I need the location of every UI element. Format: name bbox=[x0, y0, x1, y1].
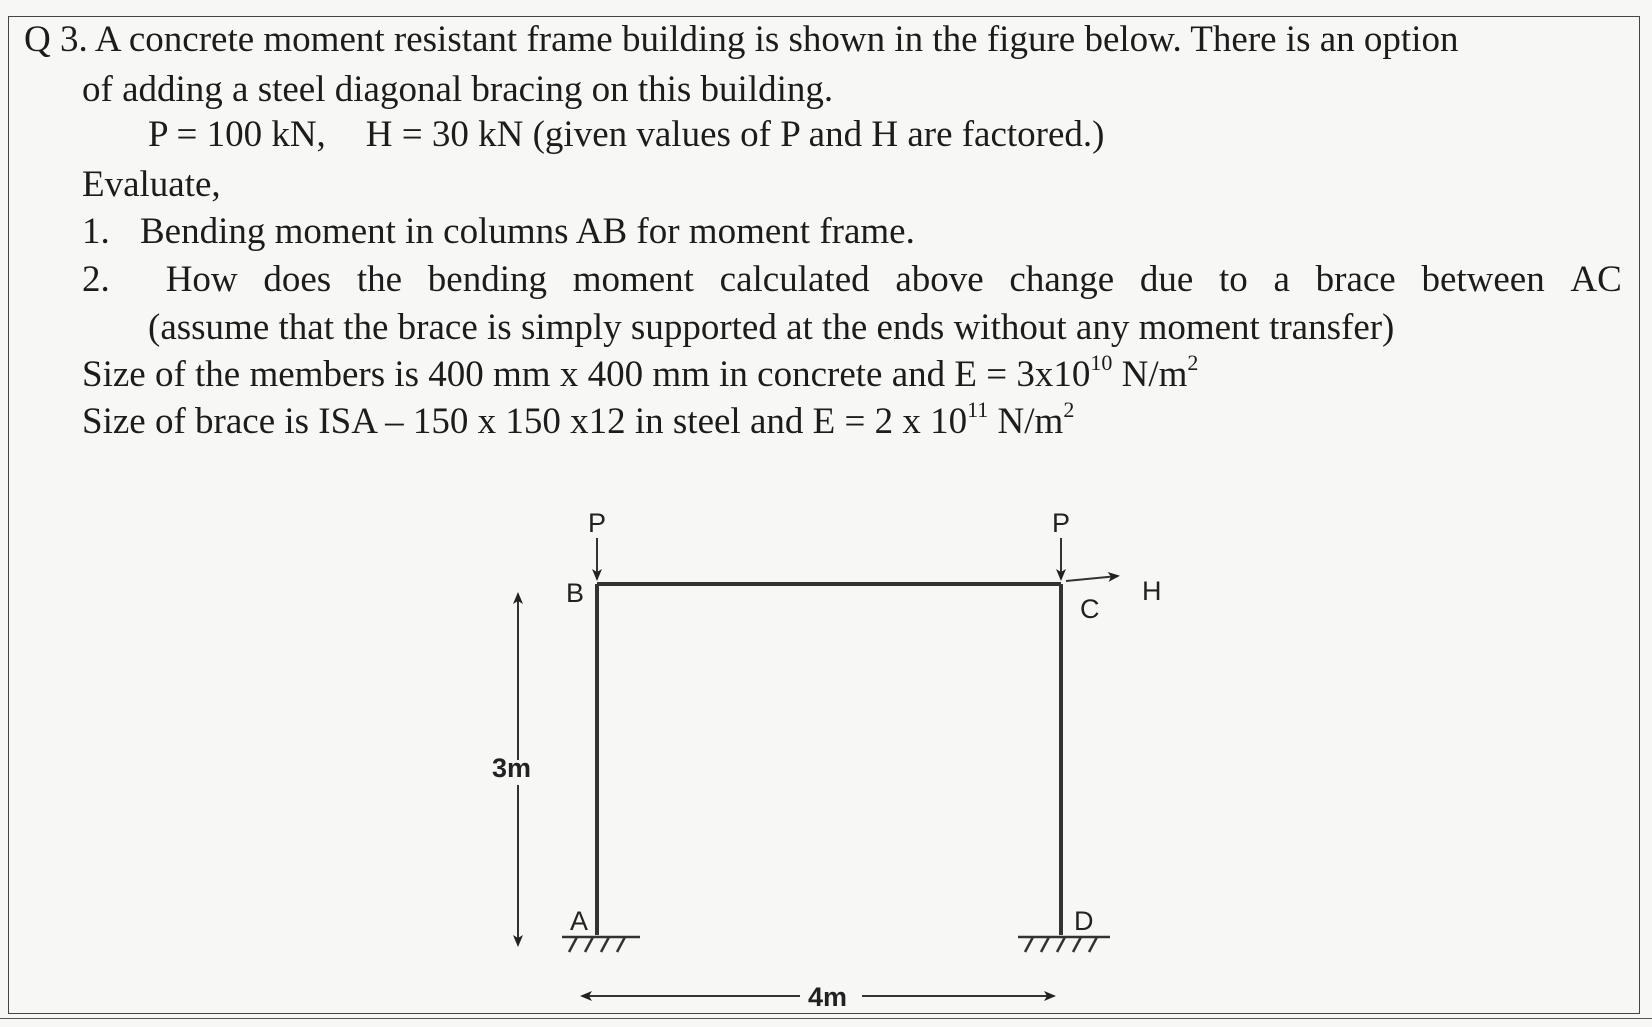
label-horizontal-load: H bbox=[1142, 576, 1162, 606]
item-1-text: Bending moment in columns AB for moment frame. bbox=[140, 211, 915, 252]
item-2-word: between bbox=[1421, 259, 1545, 300]
brace-modulus-unit: N/m bbox=[988, 401, 1064, 442]
fixed-support-a bbox=[562, 937, 640, 952]
label-node-b: B bbox=[566, 578, 585, 608]
brace-modulus-exponent: 11 bbox=[967, 397, 989, 422]
evaluate-heading: Evaluate, bbox=[82, 164, 221, 205]
question-line-2: of adding a steel diagonal bracing on this building. bbox=[82, 69, 834, 110]
member-modulus-unit: N/m bbox=[1112, 354, 1188, 395]
item-2-continuation: (assume that the brace is simply supported at the ends without any moment transfer) bbox=[148, 307, 1395, 348]
member-properties-text: Size of the members is 400 mm x 400 mm in concrete and E = 3x10 bbox=[82, 354, 1091, 395]
item-2-word: brace bbox=[1315, 259, 1396, 300]
question-line-1: Q 3. A concrete moment resistant frame building is shown in the figure below. There is an option bbox=[24, 19, 1459, 60]
item-2-word: a bbox=[1273, 259, 1290, 300]
item-2-word: the bbox=[356, 259, 403, 300]
item-2-word: AC bbox=[1570, 259, 1622, 300]
item-2-word: does bbox=[263, 259, 332, 300]
horizontal-load-arrow bbox=[1066, 576, 1118, 581]
item-2-number: 2. bbox=[82, 259, 110, 300]
member-unit-exponent: 2 bbox=[1187, 350, 1199, 375]
item-2-word: change bbox=[1009, 259, 1115, 300]
item-2-word: How bbox=[165, 259, 238, 300]
label-load-left: P bbox=[588, 508, 607, 538]
item-1-number: 1. bbox=[82, 211, 110, 252]
fixed-support-d bbox=[1018, 937, 1110, 952]
label-load-right: P bbox=[1052, 508, 1071, 538]
item-2-word: bending bbox=[427, 259, 547, 300]
label-node-d: D bbox=[1074, 906, 1094, 936]
member-modulus-exponent: 10 bbox=[1090, 350, 1113, 375]
item-2-word: due bbox=[1139, 259, 1194, 300]
brace-unit-exponent: 2 bbox=[1063, 397, 1075, 422]
height-dimension-label: 3m bbox=[492, 753, 532, 783]
item-2-word: above bbox=[895, 259, 984, 300]
item-2-word: to bbox=[1219, 259, 1248, 300]
label-node-c: C bbox=[1080, 594, 1100, 624]
item-2-word: calculated bbox=[719, 259, 870, 300]
label-node-a: A bbox=[570, 906, 589, 936]
width-dimension-label: 4m bbox=[808, 982, 848, 1012]
brace-properties-text: Size of brace is ISA – 150 x 150 x12 in steel and E = 2 x 10 bbox=[82, 401, 968, 442]
load-p-value: P = 100 kN, bbox=[148, 114, 326, 155]
load-h-value: H = 30 kN (given values of P and H are factored.) bbox=[365, 114, 1105, 155]
item-2-word: moment bbox=[572, 259, 694, 300]
